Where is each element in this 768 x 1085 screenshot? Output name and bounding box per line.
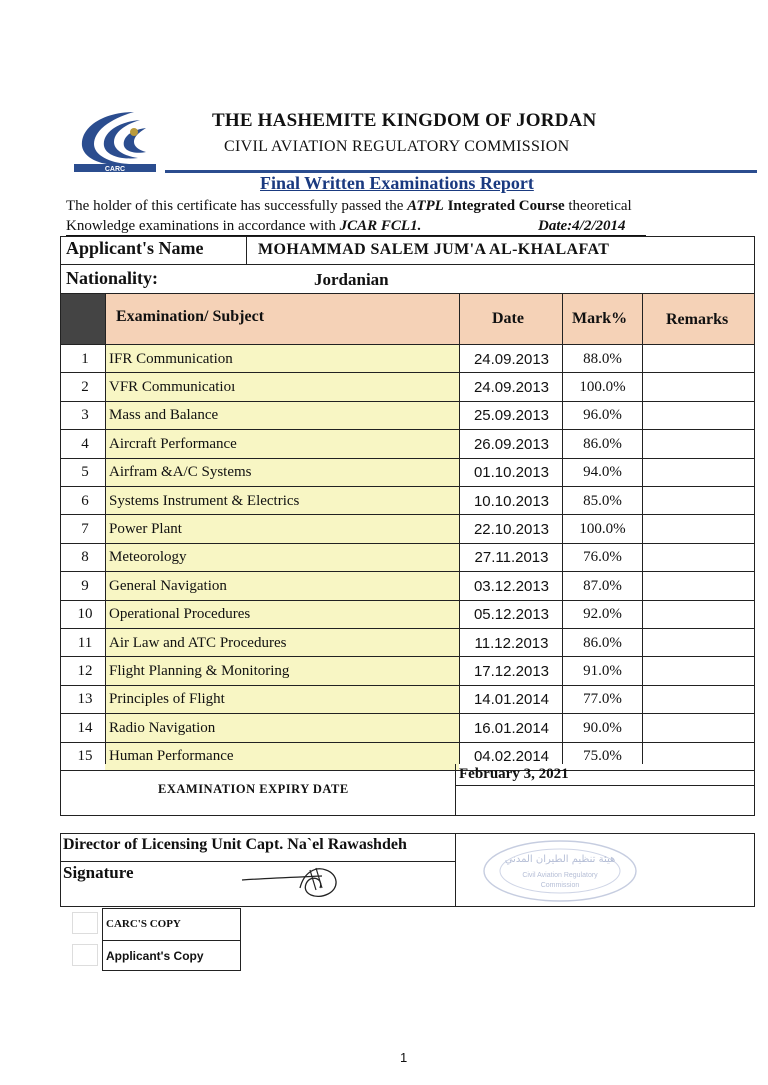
table-row	[61, 430, 755, 458]
row-mark: 96.0%	[583, 407, 622, 424]
statement-part2: theoretical	[564, 198, 632, 214]
row-date: 10.10.2013	[473, 492, 550, 510]
row-mark: 75.0%	[583, 748, 622, 765]
expiry-label: EXAMINATION EXPIRY DATE	[158, 782, 349, 796]
logo-text: CARC	[104, 166, 126, 173]
row-number: 7	[81, 521, 89, 538]
row-date: 25.09.2013	[473, 407, 550, 425]
row-subject: Operational Procedures	[105, 601, 459, 629]
row-subject: Human Performance	[105, 743, 459, 771]
row-date: 05.12.2013	[473, 606, 550, 624]
row-number: 11	[77, 634, 93, 651]
row-mark: 87.0%	[583, 577, 622, 594]
statement-integrated: Integrated Course	[443, 198, 565, 214]
row-mark: 94.0%	[583, 464, 622, 481]
row-mark: 91.0%	[583, 663, 622, 680]
signature-label: Signature	[63, 863, 134, 882]
row-remarks	[642, 402, 755, 430]
divider	[642, 294, 643, 764]
stamp-line-1: هيئة تنظيم الطيران المدني	[504, 854, 616, 865]
row-subject: Mass and Balance	[105, 402, 459, 430]
header-number-cell	[61, 294, 105, 344]
statement-atpl: ATPL	[407, 198, 444, 214]
table-row	[61, 601, 755, 629]
divider	[455, 764, 456, 816]
row-subject: General Navigation	[105, 572, 459, 600]
row-number: 4	[81, 435, 89, 452]
table-row	[61, 402, 755, 430]
row-date: 22.10.2013	[473, 521, 550, 539]
table-row	[61, 657, 755, 685]
row-number: 14	[77, 719, 93, 736]
divider	[246, 236, 247, 265]
row-mark: 76.0%	[583, 549, 622, 566]
row-remarks	[642, 601, 755, 629]
stamp-line-2: Civil Aviation Regulatory	[522, 872, 598, 879]
official-stamp	[480, 838, 640, 904]
divider	[60, 264, 755, 265]
row-remarks	[642, 657, 755, 685]
nationality-label: Nationality:	[66, 268, 158, 288]
row-number: 6	[81, 492, 89, 509]
carc-copy-checkbox[interactable]	[72, 912, 98, 934]
row-remarks	[642, 515, 755, 543]
row-remarks	[642, 430, 755, 458]
table-row	[61, 459, 755, 487]
row-date: 01.10.2013	[473, 464, 550, 482]
row-subject: Aircraft Performance	[105, 430, 459, 458]
table-row	[61, 714, 755, 742]
expiry-date: February 3, 2021	[459, 766, 569, 782]
row-date: 16.01.2014	[473, 719, 550, 737]
row-number: 1	[81, 350, 89, 367]
row-subject: Systems Instrument & Electrics	[105, 487, 459, 515]
nationality-value: Jordanian	[314, 270, 389, 289]
row-subject: Principles of Flight	[105, 686, 459, 714]
row-mark: 100.0%	[579, 521, 626, 538]
row-date: 11.12.2013	[474, 634, 549, 652]
header-subject: Examination/ Subject	[116, 308, 265, 325]
row-subject: IFR Communication	[105, 345, 459, 373]
applicant-copy-checkbox[interactable]	[72, 944, 98, 966]
divider	[455, 833, 456, 907]
row-mark: 92.0%	[583, 606, 622, 623]
row-date: 24.09.2013	[473, 379, 550, 397]
divider	[60, 770, 755, 771]
row-mark: 86.0%	[583, 634, 622, 651]
row-remarks	[642, 686, 755, 714]
row-number: 9	[81, 577, 89, 594]
row-mark: 90.0%	[583, 719, 622, 736]
table-row	[61, 515, 755, 543]
page-number: 1	[400, 1050, 408, 1065]
row-remarks	[642, 629, 755, 657]
row-mark: 85.0%	[583, 492, 622, 509]
divider	[102, 940, 241, 941]
row-number: 10	[77, 606, 93, 623]
header-remarks: Remarks	[666, 311, 729, 328]
row-remarks	[642, 459, 755, 487]
row-subject: Air Law and ATC Procedures	[105, 629, 459, 657]
row-remarks	[642, 487, 755, 515]
statement-jcar: JCAR FCL1.	[339, 218, 422, 234]
statement-date: Date:4/2/2014	[538, 218, 626, 234]
row-subject: VFR Communicatioı	[105, 373, 459, 401]
table-row	[61, 572, 755, 600]
row-date: 14.01.2014	[473, 691, 550, 709]
row-subject: Airfram &A/C Systems	[105, 459, 459, 487]
table-row	[61, 686, 755, 714]
divider	[105, 294, 106, 764]
table-row	[61, 345, 755, 373]
director-label: Director of Licensing Unit Capt. Na`el Rawashdeh	[63, 836, 407, 853]
carc-logo	[72, 106, 162, 174]
row-number: 13	[77, 691, 93, 708]
report-title: Final Written Examinations Report	[260, 173, 534, 193]
table-row	[61, 629, 755, 657]
row-number: 3	[81, 407, 89, 424]
country-title: THE HASHEMITE KINGDOM OF JORDAN	[212, 110, 597, 131]
row-date: 17.12.2013	[473, 663, 550, 681]
signature-mark	[240, 860, 350, 902]
table-row	[61, 373, 755, 401]
row-mark: 86.0%	[583, 435, 622, 452]
row-date: 03.12.2013	[473, 577, 550, 595]
row-mark: 100.0%	[579, 379, 626, 396]
divider	[459, 294, 460, 764]
row-mark: 77.0%	[583, 691, 622, 708]
row-remarks	[642, 345, 755, 373]
row-subject: Power Plant	[105, 515, 459, 543]
row-date: 24.09.2013	[473, 350, 550, 368]
statement-line-1	[66, 198, 632, 215]
row-subject: Meteorology	[105, 544, 459, 572]
row-remarks	[642, 743, 755, 771]
row-subject: Flight Planning & Monitoring	[105, 657, 459, 685]
row-date: 04.02.2014	[473, 748, 550, 766]
row-remarks	[642, 544, 755, 572]
row-remarks	[642, 373, 755, 401]
divider	[455, 785, 755, 786]
row-remarks	[642, 572, 755, 600]
row-number: 8	[81, 549, 89, 566]
authority-title: CIVIL AVIATION REGULATORY COMMISSION	[224, 138, 570, 155]
row-date: 27.11.2013	[474, 549, 549, 567]
statement-line-2	[66, 218, 646, 236]
row-date: 26.09.2013	[473, 435, 550, 453]
row-number: 2	[81, 379, 89, 396]
row-subject: Radio Navigation	[105, 714, 459, 742]
table-row	[61, 487, 755, 515]
row-remarks	[642, 714, 755, 742]
statement-part3: Knowledge examinations in accordance with	[66, 218, 340, 234]
row-mark: 88.0%	[583, 350, 622, 367]
carc-copy-label: CARC'S COPY	[106, 918, 181, 930]
table-row	[61, 743, 755, 771]
row-number: 12	[77, 663, 93, 680]
applicant-name: MOHAMMAD SALEM JUM'A AL-KHALAFAT	[258, 241, 610, 258]
applicant-name-label: Applicant's Name	[66, 238, 204, 258]
statement-part1: The holder of this certificate has successfully passed the	[66, 198, 408, 214]
header-mark: Mark%	[572, 310, 628, 327]
applicant-copy-label: Applicant's Copy	[106, 949, 204, 963]
stamp-line-3: Commission	[540, 882, 580, 889]
divider	[562, 294, 563, 764]
table-row	[61, 544, 755, 572]
row-number: 15	[77, 748, 93, 765]
header-date: Date	[492, 310, 524, 327]
row-number: 5	[81, 464, 89, 481]
